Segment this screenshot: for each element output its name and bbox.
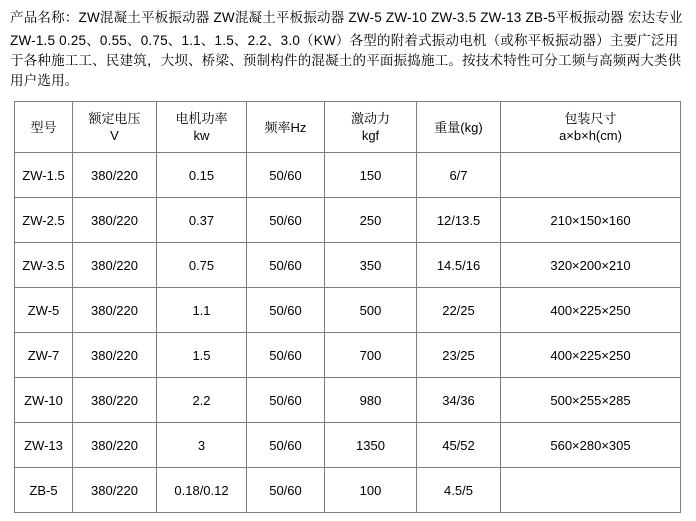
header-line-1: 额定电压 xyxy=(88,111,141,126)
cell-weight: 14.5/16 xyxy=(417,243,501,288)
cell-frequency: 50/60 xyxy=(247,423,325,468)
cell-weight: 34/36 xyxy=(417,378,501,423)
cell-package-size: 400×225×250 xyxy=(501,333,681,378)
cell-model: ZW-1.5 xyxy=(15,153,73,198)
header-line-1: 型号 xyxy=(30,119,57,135)
cell-power: 3 xyxy=(157,423,247,468)
cell-weight: 6/7 xyxy=(417,153,501,198)
table-row xyxy=(15,378,681,423)
cell-force: 100 xyxy=(325,468,417,513)
cell-frequency: 50/60 xyxy=(247,378,325,423)
header-line-1: 频率Hz xyxy=(264,119,307,135)
cell-package-size xyxy=(501,153,681,198)
cell-model: ZW-10 xyxy=(15,378,73,423)
specification-table xyxy=(14,101,681,513)
header-line-2: kgf xyxy=(361,128,380,143)
cell-package-size: 400×225×250 xyxy=(501,288,681,333)
cell-force: 700 xyxy=(325,333,417,378)
cell-power: 0.18/0.12 xyxy=(157,468,247,513)
cell-model: ZW-5 xyxy=(15,288,73,333)
cell-power: 2.2 xyxy=(157,378,247,423)
table-row xyxy=(15,423,681,468)
cell-package-size: 210×150×160 xyxy=(501,198,681,243)
table-header-cell-frequency xyxy=(247,102,325,153)
cell-model: ZW-7 xyxy=(15,333,73,378)
table-header-row xyxy=(15,102,681,153)
cell-frequency: 50/60 xyxy=(247,468,325,513)
cell-voltage: 380/220 xyxy=(73,153,157,198)
table-header-cell-voltage xyxy=(73,102,157,153)
cell-weight: 12/13.5 xyxy=(417,198,501,243)
cell-force: 350 xyxy=(325,243,417,288)
cell-voltage: 380/220 xyxy=(73,423,157,468)
table-row xyxy=(15,333,681,378)
table-row xyxy=(15,288,681,333)
header-line-1: 包装尺寸 xyxy=(564,111,617,126)
cell-force: 500 xyxy=(325,288,417,333)
cell-power: 0.75 xyxy=(157,243,247,288)
cell-weight: 22/25 xyxy=(417,288,501,333)
cell-frequency: 50/60 xyxy=(247,288,325,333)
cell-package-size: 320×200×210 xyxy=(501,243,681,288)
table-row xyxy=(15,198,681,243)
header-line-1: 激动力 xyxy=(350,111,390,126)
cell-frequency: 50/60 xyxy=(247,243,325,288)
cell-model: ZW-13 xyxy=(15,423,73,468)
cell-voltage: 380/220 xyxy=(73,468,157,513)
table-header-cell-power xyxy=(157,102,247,153)
table-body xyxy=(15,153,681,513)
table-row xyxy=(15,468,681,513)
cell-voltage: 380/220 xyxy=(73,378,157,423)
cell-model: ZW-3.5 xyxy=(15,243,73,288)
cell-weight: 45/52 xyxy=(417,423,501,468)
header-line-2: V xyxy=(110,128,119,143)
cell-force: 980 xyxy=(325,378,417,423)
cell-frequency: 50/60 xyxy=(247,153,325,198)
cell-weight: 4.5/5 xyxy=(417,468,501,513)
header-line-2: a×b×h(cm) xyxy=(559,128,622,143)
cell-force: 1350 xyxy=(325,423,417,468)
cell-frequency: 50/60 xyxy=(247,333,325,378)
cell-frequency: 50/60 xyxy=(247,198,325,243)
cell-power: 0.37 xyxy=(157,198,247,243)
cell-package-size xyxy=(501,468,681,513)
table-row xyxy=(15,153,681,198)
table-header-cell-package-size xyxy=(501,102,681,153)
product-name-paragraph: 产品名称：ZW混凝土平板振动器 ZW混凝土平板振动器 ZW-5 ZW-10 ZW-3.5 ZW-13 ZB-5平板振动器 宏达专业 xyxy=(10,10,683,25)
header-line-1: 重量(kg) xyxy=(434,119,483,135)
table-header-cell-force xyxy=(325,102,417,153)
cell-power: 0.15 xyxy=(157,153,247,198)
cell-model: ZW-2.5 xyxy=(15,198,73,243)
cell-power: 1.1 xyxy=(157,288,247,333)
cell-voltage: 380/220 xyxy=(73,198,157,243)
table-header xyxy=(15,102,681,153)
cell-force: 250 xyxy=(325,198,417,243)
cell-power: 1.5 xyxy=(157,333,247,378)
header-line-2: kw xyxy=(193,128,210,143)
header-line-1: 电机功率 xyxy=(175,111,228,126)
cell-voltage: 380/220 xyxy=(73,243,157,288)
cell-voltage: 380/220 xyxy=(73,288,157,333)
cell-model: ZB-5 xyxy=(15,468,73,513)
cell-voltage: 380/220 xyxy=(73,333,157,378)
cell-package-size: 560×280×305 xyxy=(501,423,681,468)
cell-force: 150 xyxy=(325,153,417,198)
table-row xyxy=(15,243,681,288)
product-description-paragraph: ZW-1.5 0.25、0.55、0.75、1.1、1.5、2.2、3.0（KW）各型的附着式振动电机（或称平板振动器）主要广泛用于各种施工工、民建筑，大坝、桥梁、预制构件的混凝土的平面振捣施工。按技术特性可分工频与高频两大类供用户选用。 xyxy=(10,33,682,88)
cell-package-size: 500×255×285 xyxy=(501,378,681,423)
table-header-cell-model xyxy=(15,102,73,153)
table-header-cell-weight xyxy=(417,102,501,153)
cell-weight: 23/25 xyxy=(417,333,501,378)
